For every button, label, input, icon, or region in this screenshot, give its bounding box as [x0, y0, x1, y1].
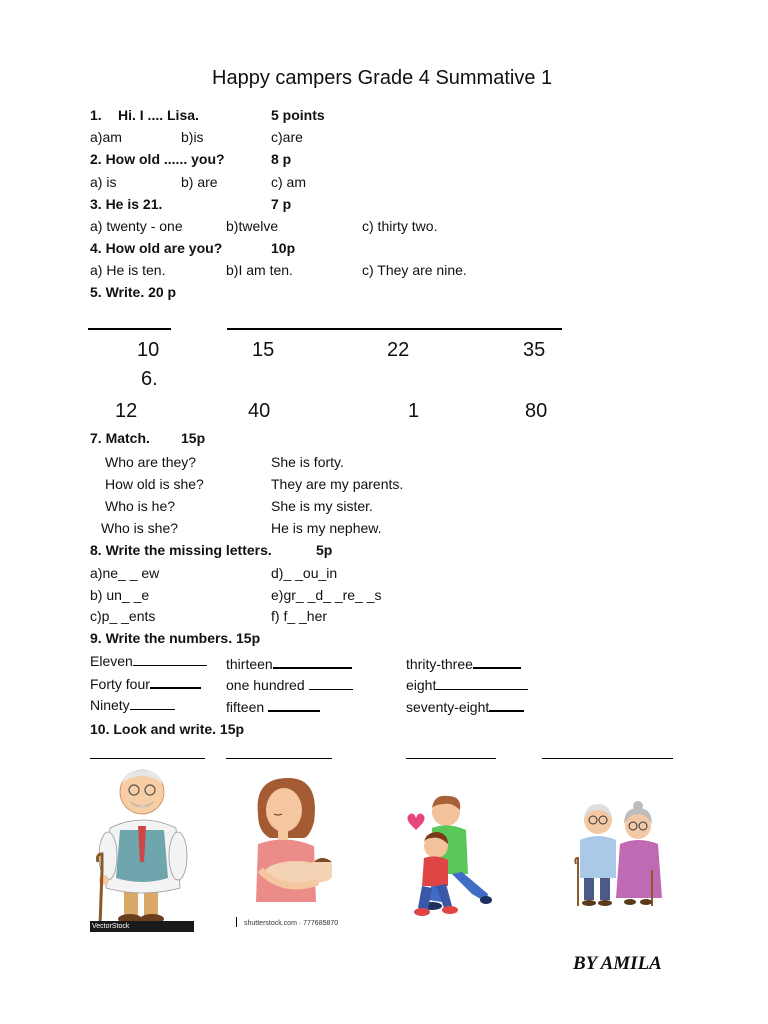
q3-question: 3. He is 21.	[90, 196, 163, 212]
q7-left-1: Who are they?	[105, 454, 197, 470]
q6-number-2: 40	[248, 400, 271, 422]
q2-points: 8 p	[271, 151, 292, 167]
q5-points: . 20 p	[140, 284, 177, 300]
q10-answer-line-4[interactable]	[542, 758, 673, 759]
q8-label: 8. Write the missing letters.	[90, 542, 272, 558]
q5-number-2: 15	[252, 339, 275, 361]
q9-item-thirteen	[226, 655, 352, 672]
q9-word: one hundred	[226, 677, 305, 693]
q9-word: Ninety	[90, 697, 130, 713]
q3-option-a: a) twenty - one	[90, 218, 183, 234]
answer-line[interactable]	[133, 653, 207, 666]
q5-answer-line-2	[227, 328, 562, 330]
q10-label: 10. Look and write. 15p	[90, 721, 245, 737]
q8-right-2: e)gr_ _d_ _re_ _s	[271, 587, 382, 603]
q2-option-b: b) are	[181, 174, 218, 190]
q4-points: 10p	[271, 240, 296, 256]
q9-word: seventy-eight	[406, 699, 490, 715]
mother-with-baby-picture	[244, 774, 332, 904]
q9-item-thrity-three	[406, 655, 521, 672]
answer-line[interactable]	[150, 675, 201, 689]
q9-item-eight	[406, 677, 528, 693]
q1-option-c: c)are	[271, 129, 303, 145]
q9-label: 9. Write the numbers. 15p	[90, 630, 261, 646]
q2-option-a: a) is	[90, 174, 117, 190]
q5-label-text: 5. Write	[90, 284, 141, 300]
q9-word: thirteen	[226, 656, 273, 672]
answer-line[interactable]	[268, 698, 320, 712]
author-byline: BY AMILA	[573, 953, 662, 974]
father-and-son-picture	[402, 790, 494, 920]
answer-line[interactable]	[309, 677, 353, 690]
q2-option-c: c) am	[271, 174, 306, 190]
q7-right-1: She is forty.	[271, 454, 344, 470]
q9-word: thrity-three	[406, 656, 473, 672]
q3-points: 7 p	[271, 196, 292, 212]
q9-item-ninety	[90, 697, 175, 713]
q8-left-1: a)ne_ _ ew	[90, 565, 160, 581]
q6-number-4: 80	[525, 400, 548, 422]
q3-option-c: c) thirty two.	[362, 218, 438, 234]
q3-option-b: b)twelve	[226, 218, 279, 234]
q9-word: Forty four	[90, 676, 150, 692]
q7-right-4: He is my nephew.	[271, 520, 382, 536]
page-title: Happy campers Grade 4 Summative 1	[212, 67, 553, 89]
q9-word: Eleven	[90, 653, 133, 669]
q8-right-1: d)_ _ou_in	[271, 565, 338, 581]
q7-left-4: Who is she?	[101, 520, 179, 536]
q8-left-2: b) un_ _e	[90, 587, 150, 603]
q10-answer-line-1[interactable]	[90, 758, 205, 759]
answer-line[interactable]	[436, 677, 528, 690]
q1-question: Hi. I .... Lisa.	[118, 107, 199, 123]
q4-question: 4. How old are you?	[90, 240, 223, 256]
q1-option-a: a)am	[90, 129, 122, 145]
q2-question: 2. How old ...... you?	[90, 151, 225, 167]
answer-line[interactable]	[130, 697, 175, 710]
q4-option-c: c) They are nine.	[362, 262, 467, 278]
q10-answer-line-3[interactable]	[406, 758, 496, 759]
q9-word: eight	[406, 677, 437, 693]
q1-number: 1.	[90, 107, 102, 123]
q5-number-3: 22	[387, 339, 410, 361]
image-caption-vectorstock: VectorStock	[92, 923, 130, 930]
q4-option-b: b)I am ten.	[226, 262, 293, 278]
answer-line[interactable]	[273, 655, 352, 669]
grandparents-picture	[572, 800, 668, 912]
q6-label: 6.	[141, 368, 158, 390]
q7-left-2: How old is she?	[105, 476, 204, 492]
answer-line[interactable]	[489, 698, 524, 712]
q9-item-forty-four	[90, 675, 201, 692]
q4-option-a: a) He is ten.	[90, 262, 166, 278]
q5-answer-line-1	[88, 328, 171, 330]
image-caption-shutterstock: shutterstock.com · 777685870	[244, 920, 339, 927]
q8-right-3: f) f_ _her	[271, 608, 328, 624]
q8-left-3: c)p_ _ents	[90, 608, 156, 624]
q7-right-3: She is my sister.	[271, 498, 373, 514]
q9-word: fifteen	[226, 699, 265, 715]
answer-line[interactable]	[473, 655, 521, 669]
q10-answer-line-2[interactable]	[226, 758, 332, 759]
q8-points: 5p	[316, 542, 333, 558]
q9-item-eleven	[90, 653, 207, 669]
q9-item-one-hundred	[226, 677, 353, 693]
q6-number-1: 12	[115, 400, 138, 422]
q7-label: 7. Match.	[90, 430, 150, 446]
q6-number-3: 1	[408, 400, 420, 422]
q9-item-seventy-eight	[406, 698, 524, 715]
q7-points: 15p	[181, 430, 206, 446]
q9-item-fifteen	[226, 698, 320, 715]
caption-separator	[236, 917, 237, 927]
q7-right-2: They are my parents.	[271, 476, 404, 492]
grandfather-picture	[90, 766, 194, 932]
q5-label	[90, 284, 176, 300]
q5-number-1: 10	[137, 339, 160, 361]
q1-option-b: b)is	[181, 129, 204, 145]
q1-points: 5 points	[271, 107, 325, 123]
q5-number-4: 35	[523, 339, 546, 361]
q7-left-3: Who is he?	[105, 498, 176, 514]
